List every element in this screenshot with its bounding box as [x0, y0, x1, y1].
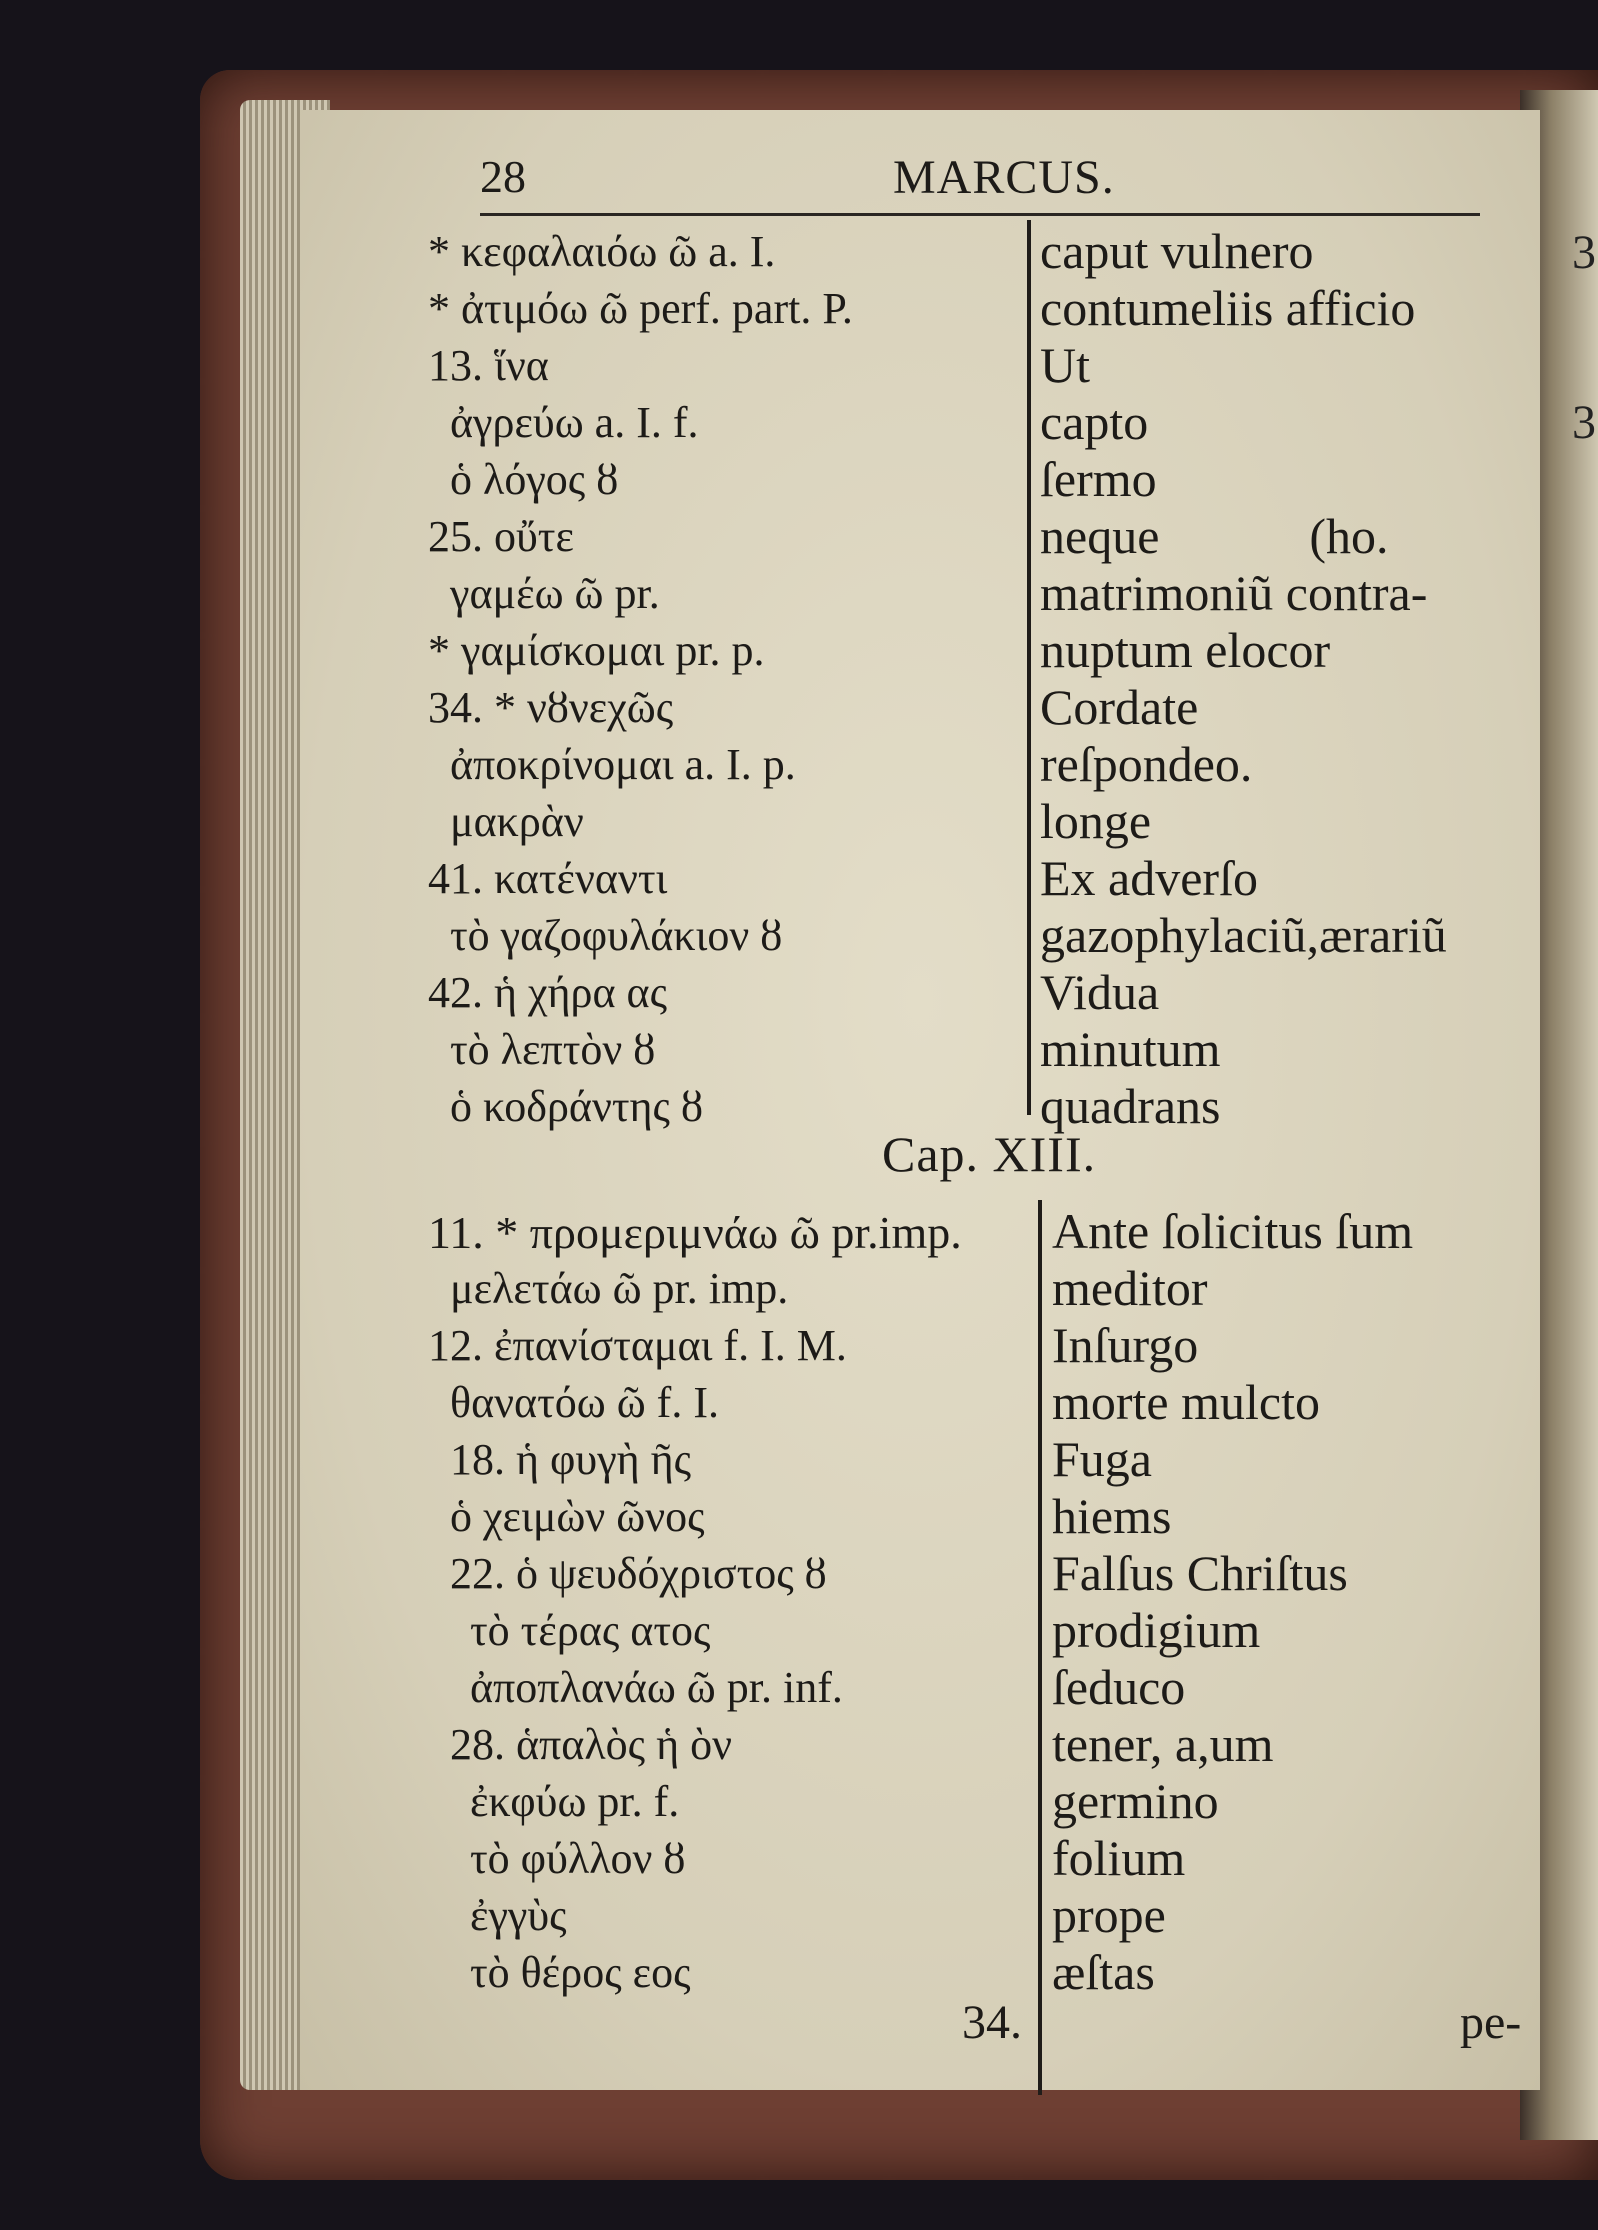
greek-term: γαμέω ῶ pr. [450, 569, 660, 618]
greek-term: ὁ λόγος ȣ [450, 455, 619, 504]
column-divider [1027, 220, 1031, 1115]
latin-gloss: meditor [1052, 1260, 1208, 1316]
facing-page-char: 3 [1572, 226, 1596, 279]
facing-page-char: 3 [1572, 396, 1596, 449]
latin-gloss: Ex adverſo [1040, 850, 1258, 906]
latin-gloss: Vidua [1040, 964, 1160, 1020]
greek-term: μελετάω ῶ pr. imp. [450, 1264, 789, 1313]
greek-term: 41. κατέναντι [428, 854, 668, 903]
latin-gloss: prope [1052, 1887, 1166, 1943]
latin-gloss: capto [1040, 394, 1149, 450]
latin-gloss: minutum [1040, 1021, 1221, 1077]
greek-term: 11. * προμεριμνάω ῶ pr.imp. [428, 1207, 962, 1258]
greek-term: ἀποπλανάω ῶ pr. inf. [470, 1663, 843, 1712]
latin-gloss: longe [1040, 793, 1152, 849]
greek-term: 25. οὔτε [428, 512, 574, 561]
running-head [480, 150, 1598, 230]
greek-term: 22. ὁ ψευδόχριστος ȣ [450, 1549, 827, 1598]
latin-gloss: Fuga [1052, 1431, 1152, 1487]
latin-gloss: Inſurgo [1052, 1317, 1199, 1373]
greek-term: μακρὰν [450, 797, 584, 846]
latin-gloss: gazophylaciũ,ærariũ [1040, 907, 1447, 963]
latin-gloss: Falſus Chriſtus [1052, 1545, 1348, 1601]
greek-term: θανατόω ῶ f. I. [450, 1378, 719, 1427]
latin-gloss: reſpondeo. [1040, 736, 1253, 792]
signature-mark: 34. [962, 1996, 1022, 2049]
greek-term: 34. * νȣνεχῶς [428, 683, 674, 732]
greek-term: * γαμίσκομαι pr. p. [428, 626, 765, 675]
greek-term: ἐγγὺς [470, 1891, 567, 1940]
greek-term: ἀγρεύω a. I. f. [450, 398, 699, 447]
greek-term: ἐκφύω pr. f. [470, 1777, 680, 1826]
greek-term: 13. ἵνα [428, 341, 549, 390]
header-rule [480, 213, 1480, 216]
latin-gloss: ſeduco [1052, 1659, 1186, 1715]
greek-term: ὁ κοδράντης ȣ [450, 1082, 703, 1131]
latin-gloss: quadrans [1040, 1078, 1221, 1134]
latin-gloss: caput vulnero [1040, 223, 1314, 279]
latin-gloss: prodigium [1052, 1602, 1261, 1658]
book-page [300, 110, 1540, 2090]
page-title: MARCUS. [893, 151, 1115, 204]
greek-term: ὁ χειμὼν ῶνος [450, 1492, 705, 1541]
latin-gloss: Ante ſolicitus ſum [1052, 1203, 1414, 1259]
greek-term: * κεφαλαιόω ῶ a. I. [428, 227, 776, 276]
latin-gloss: hiems [1052, 1488, 1172, 1544]
greek-term: τὸ θέρος εος [470, 1948, 691, 1997]
greek-term: τὸ φύλλον ȣ [470, 1834, 686, 1883]
page-number: 28 [480, 151, 526, 202]
latin-gloss: Ut [1040, 337, 1090, 393]
latin-gloss: neque (ho. [1040, 508, 1389, 564]
latin-gloss: folium [1052, 1830, 1186, 1886]
greek-term: 12. ἐπανίσταμαι f. I. M. [428, 1321, 847, 1370]
latin-gloss: Cordate [1040, 679, 1199, 735]
greek-term: 18. ἡ φυγὴ ῆς [450, 1435, 692, 1484]
latin-gloss: morte mulcto [1052, 1374, 1320, 1430]
latin-gloss: nuptum elocor [1040, 622, 1331, 678]
latin-gloss: tener, a,um [1052, 1716, 1274, 1772]
catchword: pe- [1460, 1996, 1522, 2049]
chapter-heading: Cap. XIII. [882, 1126, 1097, 1182]
latin-gloss: contumeliis afficio [1040, 280, 1416, 336]
latin-gloss: ſermo [1040, 451, 1157, 507]
greek-term: 28. ἁπαλὸς ἡ ὸν [450, 1720, 732, 1769]
latin-gloss: matrimoniũ contra- [1040, 565, 1428, 621]
column-divider [1038, 1200, 1042, 2095]
latin-gloss: germino [1052, 1773, 1219, 1829]
latin-gloss: æſtas [1052, 1944, 1155, 2000]
greek-term: τὸ γαζοφυλάκιον ȣ [450, 911, 783, 960]
greek-term: * ἀτιμόω ῶ perf. part. P. [428, 284, 853, 333]
greek-term: τὸ λεπτὸν ȣ [450, 1025, 656, 1074]
greek-term: 42. ἡ χήρα ας [428, 968, 668, 1017]
greek-term: τὸ τέρας ατος [470, 1606, 711, 1655]
greek-term: ἀποκρίνομαι a. I. p. [450, 740, 796, 789]
